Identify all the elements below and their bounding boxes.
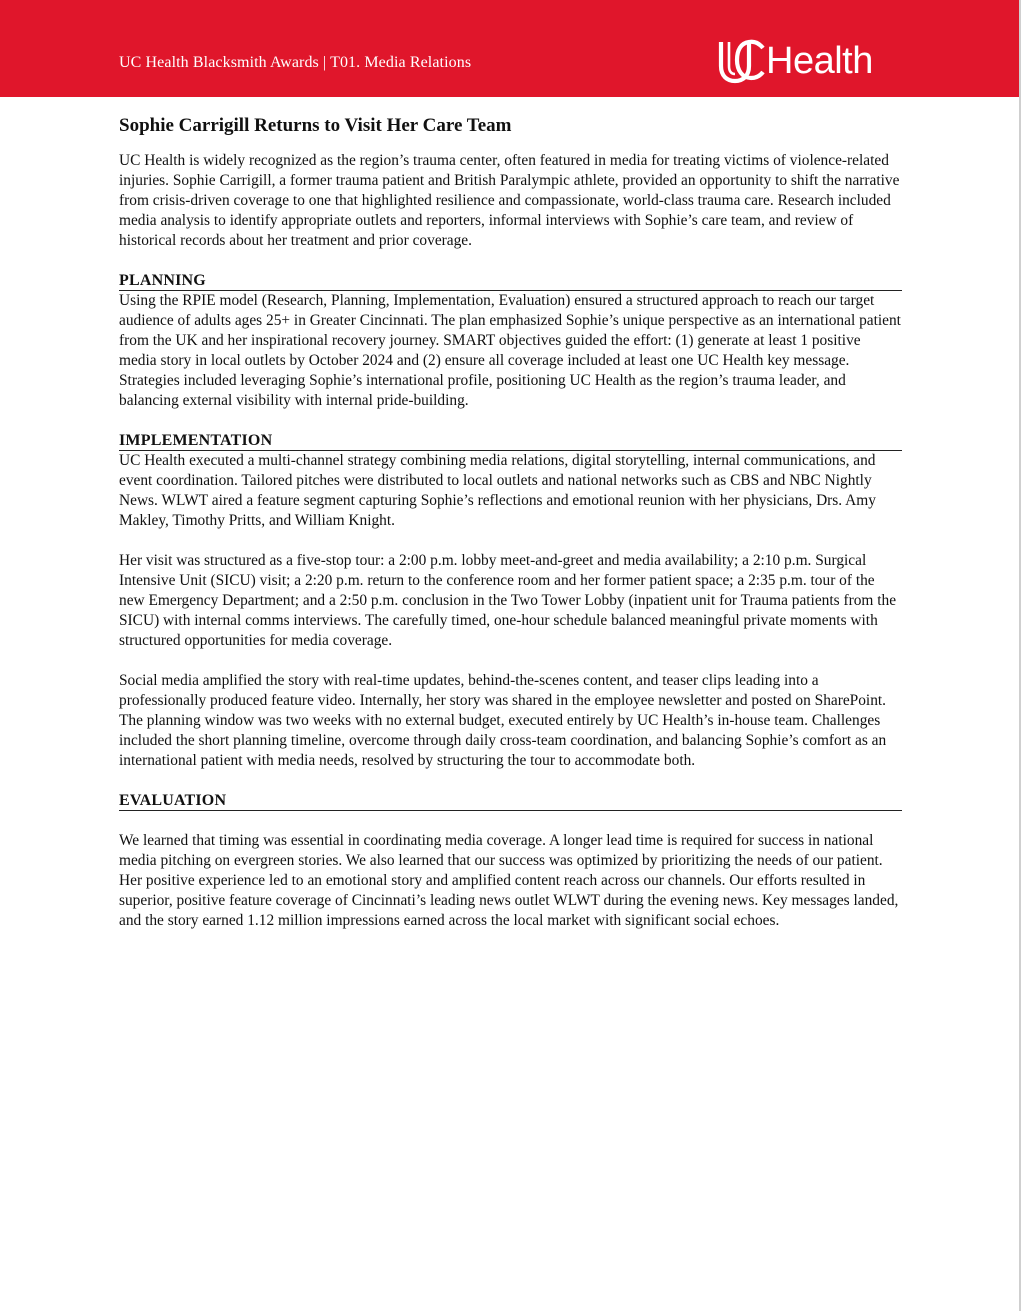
evaluation-paragraph: We learned that timing was essential in coordinating media coverage. A longer lead time is required for success in national media pitching on evergreen stories. We also learned that our success was optimized by prioritizing the needs of our patient. Her positive experience led to an emotional story and amplified content reach across our channels. Our efforts resulted in superior, positive feature coverage of Cincinnati’s leading news outlet WLWT during the evening news. Key messages landed, and the story earned 1.12 million impressions earned across the local market with significant social echoes. [119, 832, 899, 929]
document-title: Sophie Carrigill Returns to Visit Her Care Team [119, 115, 512, 136]
implementation-paragraph: Her visit was structured as a five-stop tour: a 2:00 p.m. lobby meet-and-greet and media availability; a 2:10 p.m. Surgical Intensive Unit (SICU) visit; a 2:20 p.m. return to the conference room and her former patient space; a 2:35 p.m. tour of the new Emergency Department; and a 2:50 p.m. conclusion in the Two Tower Lobby (inpatient unit for Trauma patients from the SICU) with internal comms interviews. The carefully timed, one-hour schedule balanced meaningful private moments with structured opportunities for media coverage. [119, 552, 897, 649]
section-heading-implementation: IMPLEMENTATION [119, 431, 902, 451]
document-body [119, 113, 902, 931]
paragraph-spacer [119, 811, 902, 831]
uc-monogram-icon [717, 38, 765, 84]
section-heading-evaluation: EVALUATION [119, 791, 902, 811]
implementation-paragraph: UC Health executed a multi-channel strategy combining media relations, digital storytelling, internal communications, and event coordination. Tailored pitches were distributed to local outlets and national networks such as CBS and NBC Nightly News. WLWT aired a feature segment capturing Sophie’s reflections and emotional reunion with her physicians, Drs. Amy Makley, Timothy Pritts, and William Knight. [119, 452, 876, 529]
paragraph-spacer [119, 651, 902, 671]
section-heading-planning: PLANNING [119, 271, 902, 291]
paragraph-spacer [119, 531, 902, 551]
implementation-paragraph: Social media amplified the story with real-time updates, behind-the-scenes content, and teaser clips leading into a professionally produced feature video. Internally, her story was shared in the employee newsletter and posted on SharePoint. The planning window was two weeks with no external budget, executed entirely by UC Health’s in-house team. Challenges included the short planning timeline, overcome through daily cross-team coordination, and balancing Sophie’s comfort as an international patient with media needs, resolved by structuring the tour to accommodate both. [119, 672, 887, 769]
header-band [0, 0, 1019, 97]
uc-health-logo [717, 38, 873, 84]
planning-paragraph: Using the RPIE model (Research, Planning, Implementation, Evaluation) ensured a structured approach to reach our target audience of adults ages 25+ in Greater Cincinnati. The plan emphasized Sophie’s unique perspective as an international patient from the UK and her inspirational recovery journey. SMART objectives guided the effort: (1) generate at least 1 positive media story in local outlets by October 2024 and (2) ensure all coverage included at least one UC Health key message. Strategies included leveraging Sophie’s international profile, positioning UC Health as the region’s trauma leader, and balancing external visibility with internal pride-building. [119, 292, 901, 409]
logo-wordmark: Health [766, 40, 873, 82]
header-breadcrumb: UC Health Blacksmith Awards | T01. Media Relations [119, 54, 472, 71]
intro-paragraph: UC Health is widely recognized as the region’s trauma center, often featured in media for treating victims of violence-related injuries. Sophie Carrigill, a former trauma patient and British Paralympic athlete, provided an opportunity to shift the narrative from crisis-driven coverage to one that highlighted resilience and compassionate, world-class trauma care. Research included media analysis to identify appropriate outlets and reporters, informal interviews with Sophie’s care team, and review of historical records about her treatment and prior coverage. [119, 152, 900, 249]
